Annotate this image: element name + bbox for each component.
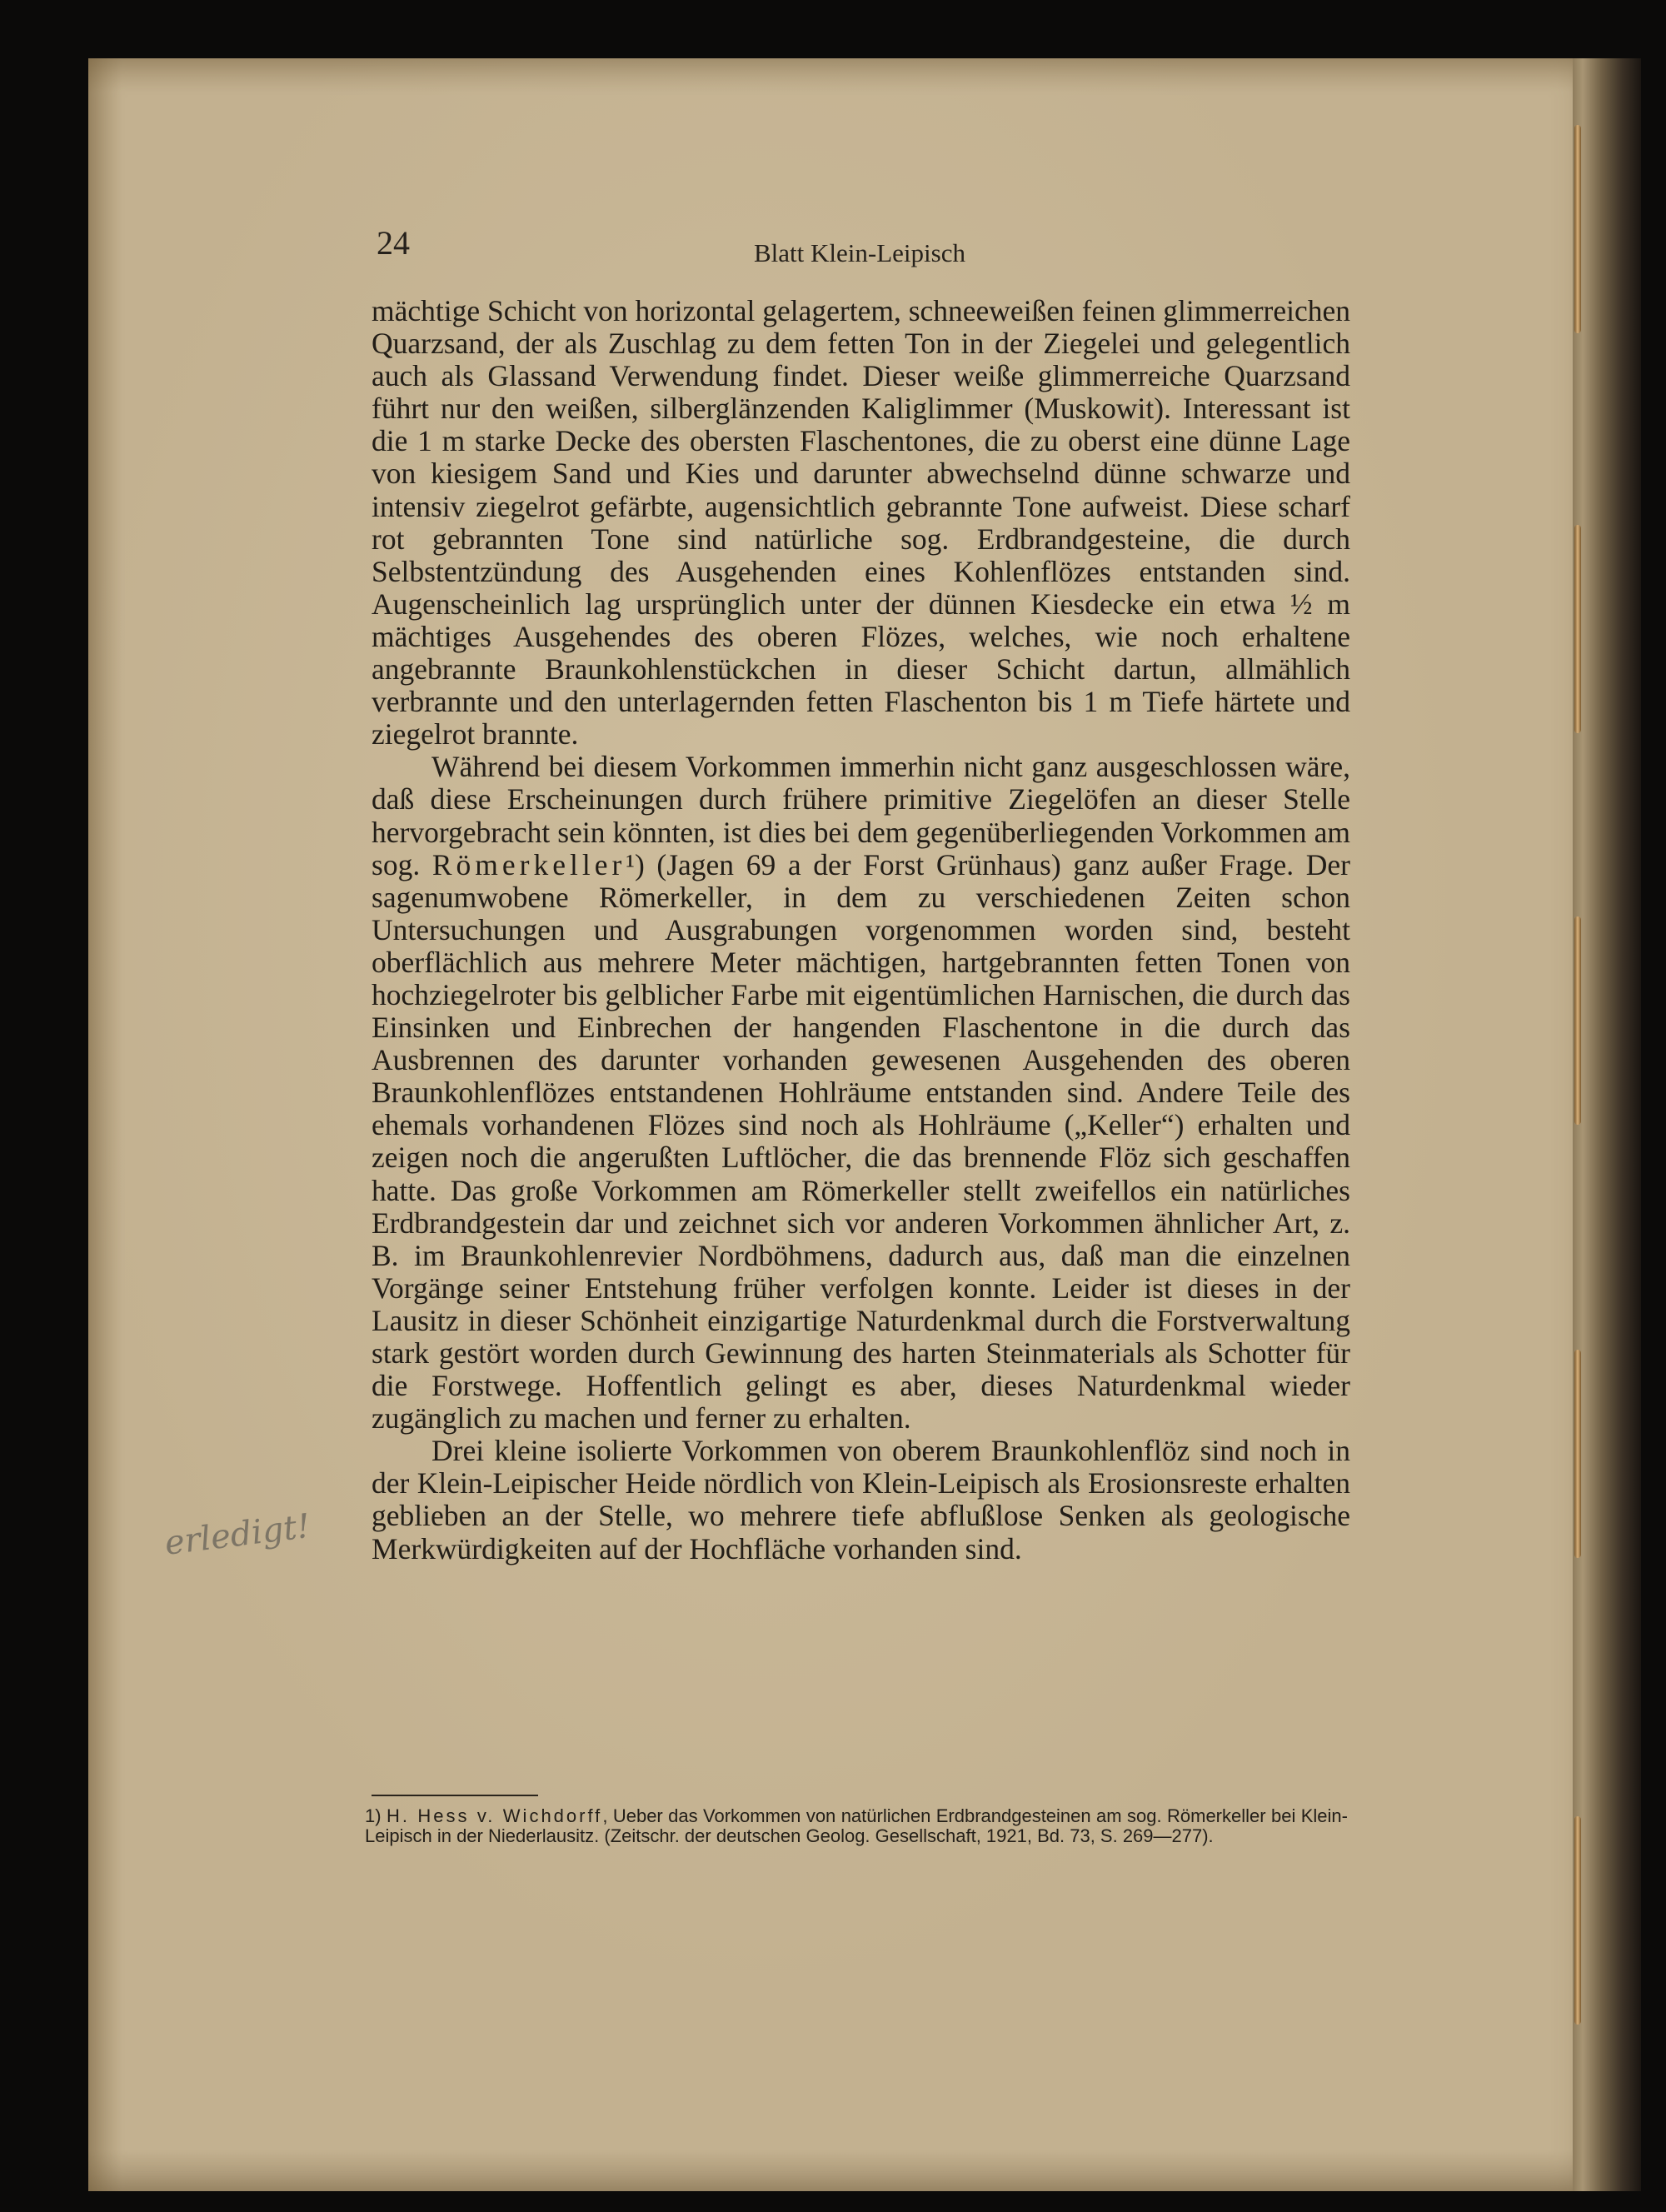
paragraph-3: Drei kleine isolierte Vorkommen von oberem Braunkohlenflöz sind noch in der Klein-Leipischer Heide nördlich von Klein-Leipisch als Erosionsreste erhalten geblieben an der Stelle, wo mehrere tiefe abflußlose Senken als geologische Merkwürdigkeiten auf der Hochfläche vorhanden sind.	[372, 1434, 1350, 1565]
binding-thread	[1574, 1816, 1581, 2025]
binding-thread	[1574, 1350, 1581, 1558]
binding-thread	[1574, 125, 1581, 333]
margin-handwriting: erledigt!	[162, 1506, 312, 1563]
paragraph-2-lead: Während bei diesem Vorkommen immerhin nicht ganz ausgeschlossen wäre, daß diese Erscheinungen durch frühere primitive Ziegelöfen an dieser Stelle hervorgebracht sein könnten, ist dies bei dem gegenüberliegenden Vorkommen am sog.	[372, 750, 1350, 881]
footnote-citation: , Ueber das Vorkommen von natürlichen Erdbrandgesteinen am sog. Römerkeller bei Klein-Leipisch in der Niederlausitz. (Zeitschr. der deutschen Geolog. Gesellschaft, 1921, Bd. 73, S. 269—277).	[365, 1805, 1348, 1846]
binding-thread	[1574, 525, 1581, 733]
binding-thread	[1574, 916, 1581, 1125]
book-spine	[1573, 58, 1641, 2191]
roemerkeller-term: Römerkeller	[431, 847, 626, 881]
footnote-marker: 1)	[365, 1805, 382, 1826]
paragraph-2	[372, 751, 1350, 1435]
body-text	[372, 295, 1350, 1565]
running-head: Blatt Klein-Leipisch	[754, 238, 965, 267]
footnote-reference: ¹	[626, 847, 635, 881]
paragraph-2-rest: ) (Jagen 69 a der Forst Grünhaus) ganz außer Frage. Der sagenumwobene Römerkeller, in dem zu verschiedenen Zeiten schon Untersuchungen und Ausgrabungen vorgenommen worden sind, besteht oberflächlich aus mehrere Meter mächtigen, hartgebrannten fetten Tonen von hochziegelroter bis gelblicher Farbe mit eigentümlichen Harnischen, die durch das Einsinken und Einbrechen der hangenden Flaschentone in die durch das Ausbrennen des darunter vorhanden gewesenen Ausgehenden des oberen Braunkohlenflözes entstandenen Hohlräume entstanden sind. Andere Teile des ehemals vorhandenen Flözes sind noch als Hohlräume („Keller“) erhalten und zeigen noch die angerußten Luftlöcher, die das brennende Flöz sich geschaffen hatte. Das große Vorkommen am Römerkeller stellt zweifellos ein natürliches Erdbrandgestein dar und zeichnet sich vor anderen Vorkommen ähnlicher Art, z. B. im Braunkohlenrevier Nordböhmens, dadurch aus, daß man die einzelnen Vorgänge seiner Entstehung früher verfolgen konnte. Leider ist dieses in der Lausitz in dieser Schönheit einzigartige Naturdenkmal durch die Forstverwaltung stark gestört worden durch Gewinnung des harten Steinmaterials als Schotter für die Forstwege. Hoffentlich gelingt es aber, dieses Naturdenkmal wieder zugänglich zu machen und ferner zu erhalten.	[372, 847, 1350, 1436]
page-number: 24	[377, 224, 410, 262]
footnote-divider	[372, 1795, 538, 1796]
footnote	[365, 1806, 1348, 1846]
footnote-author: H. Hess v. Wichdorff	[386, 1805, 603, 1826]
paragraph-1: mächtige Schicht von horizontal gelagertem, schneeweißen feinen glimmerreichen Quarzsand, der als Zuschlag zu dem fetten Ton in der Ziegelei und gelegentlich auch als Glassand Verwendung findet. Dieser weiße glimmerreiche Quarzsand führt nur den weißen, silberglänzenden Kaliglimmer (Muskowit). Interessant ist die 1 m starke Decke des obersten Flaschentones, die zu oberst eine dünne Lage von kiesigem Sand und Kies und darunter abwechselnd dünne schwarze und intensiv ziegelrot gefärbte, augensichtlich gebrannte Tone aufweist. Diese scharf rot gebrannten Tone sind natürliche sog. Erdbrandgesteine, die durch Selbstentzündung des Ausgehenden eines Kohlenflözes entstanden sind. Augenscheinlich lag ursprünglich unter der dünnen Kiesdecke ein etwa ½ m mächtiges Ausgehendes des oberen Flözes, welches, wie noch erhaltene angebrannte Braunkohlenstückchen in dieser Schicht dartun, allmählich verbrannte und den unterlagernden fetten Flaschenton bis 1 m Tiefe härtete und ziegelrot brannte.	[372, 294, 1350, 751]
